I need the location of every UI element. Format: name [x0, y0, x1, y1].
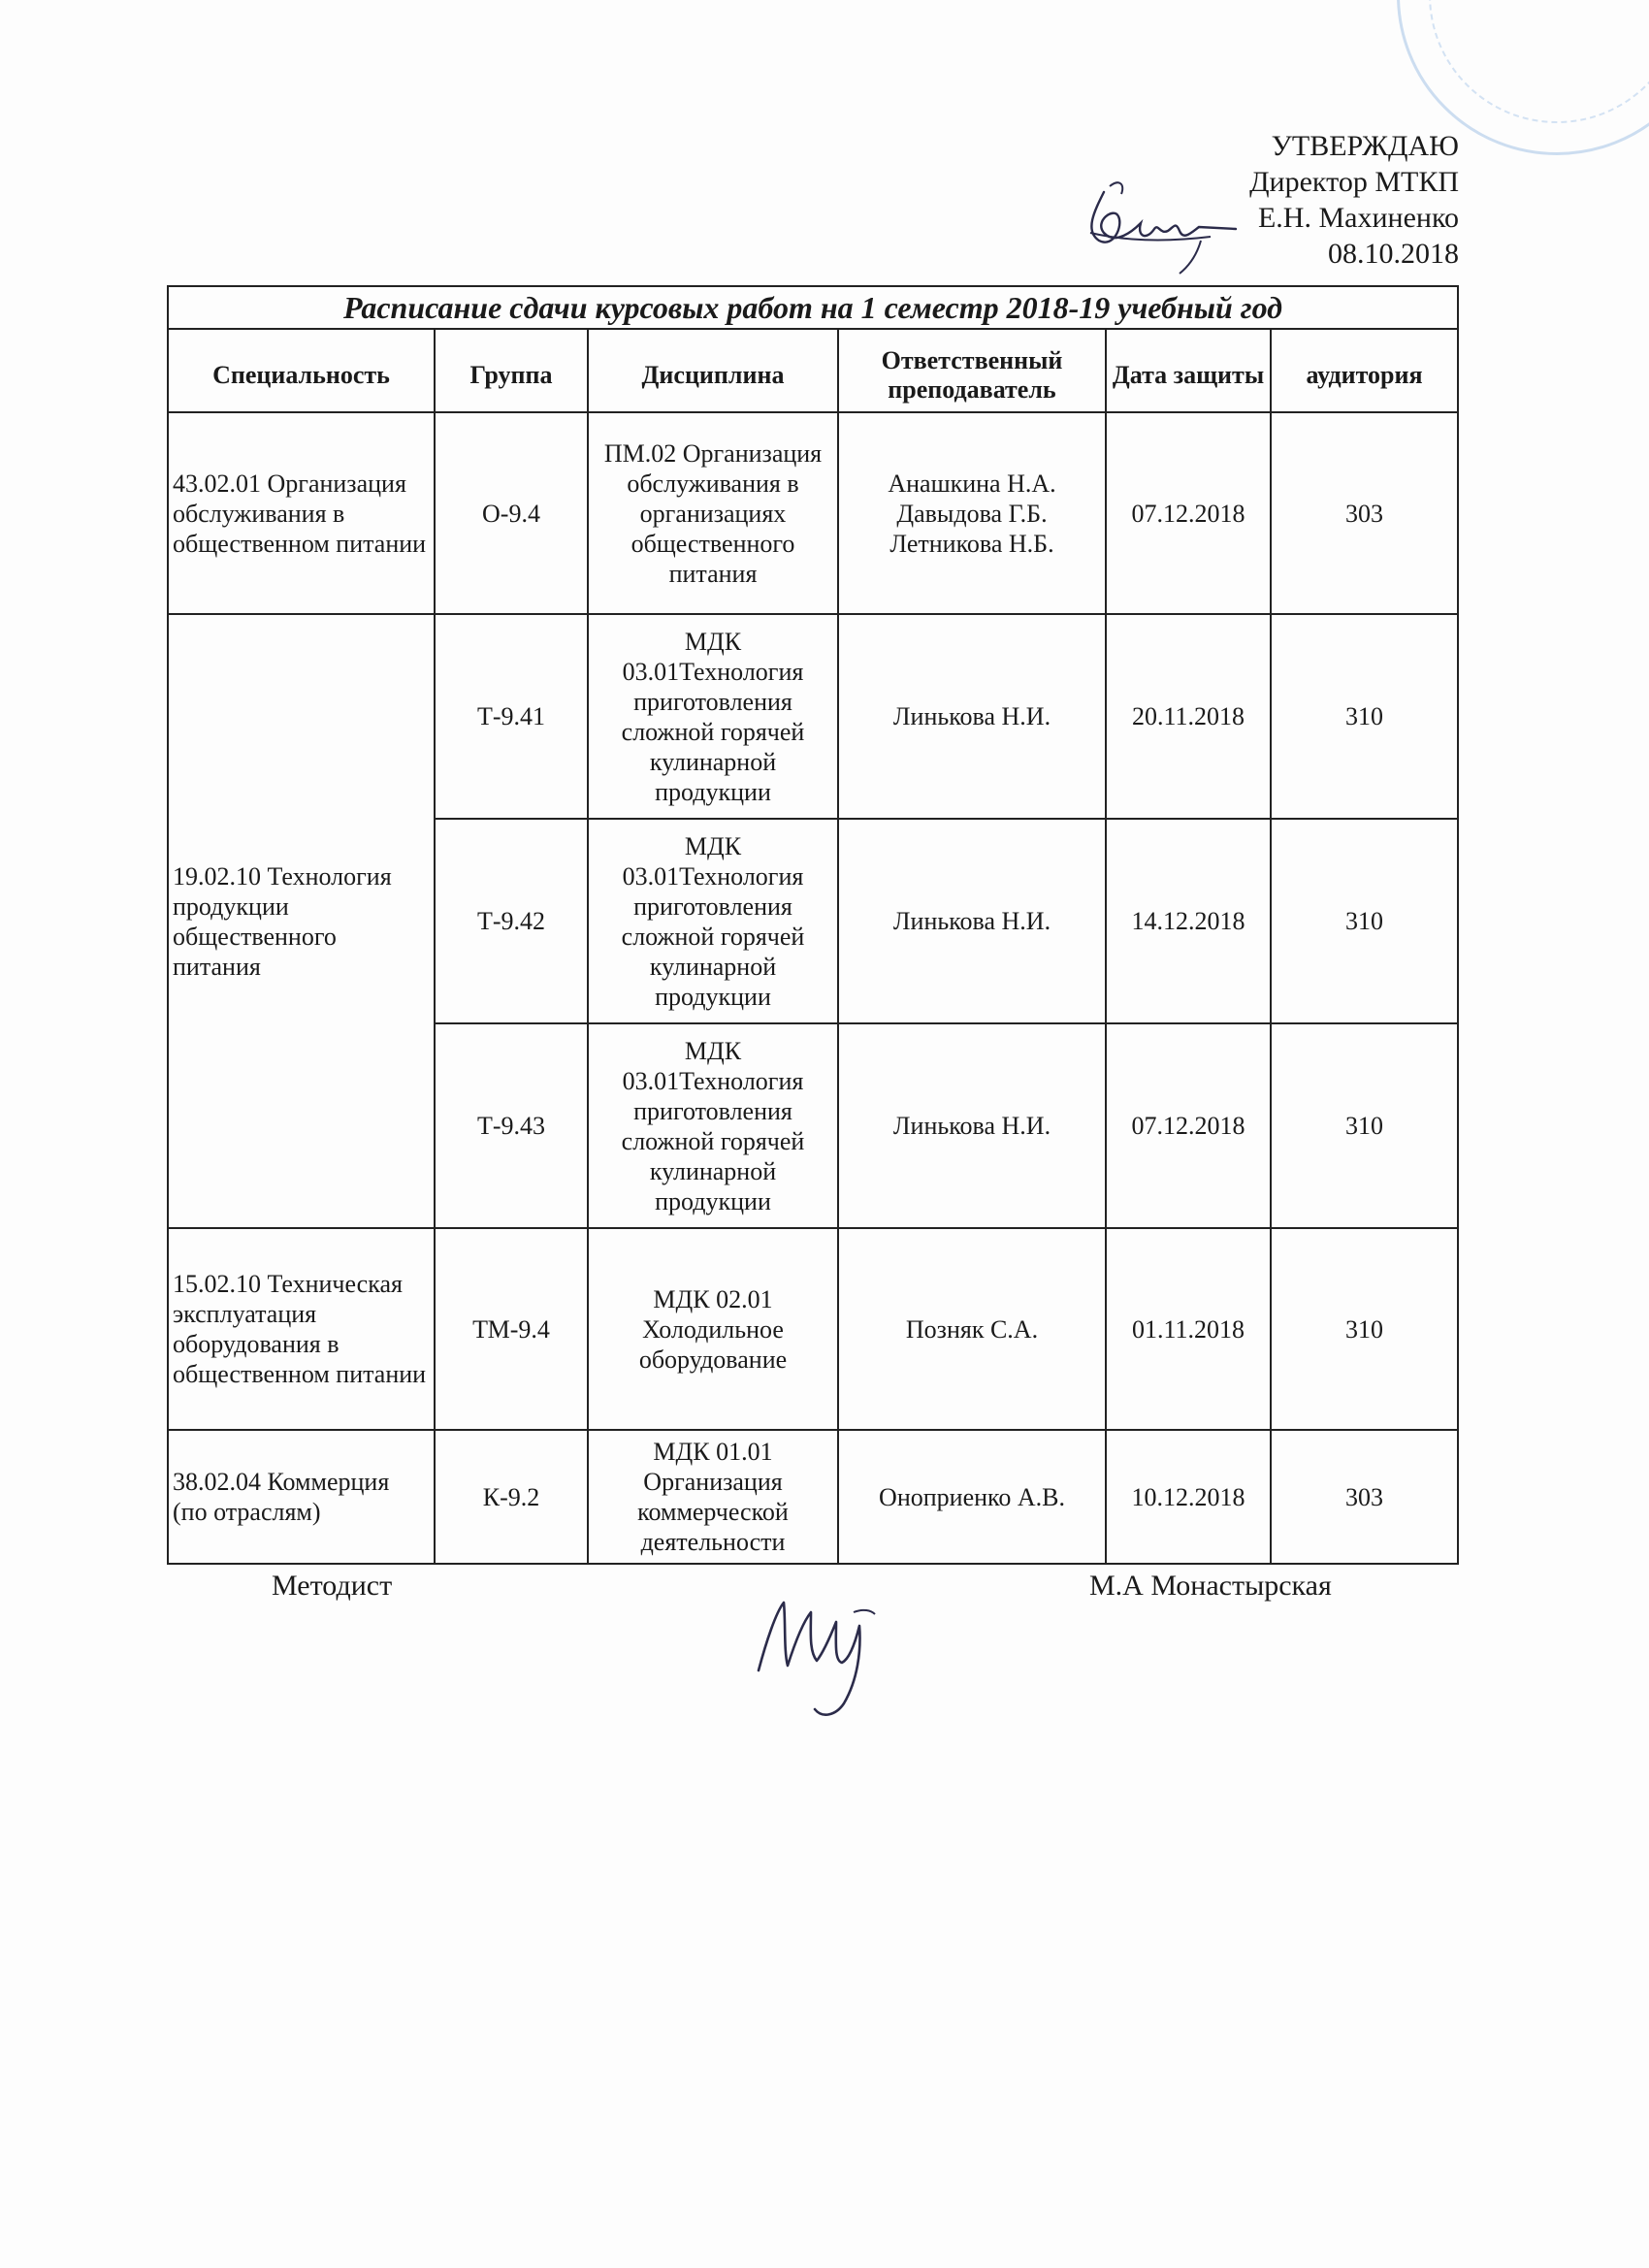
approval-position: Директор МТКП — [1249, 166, 1459, 198]
cell-specialty: 43.02.01 Организация обслуживания в общественном питании — [168, 412, 435, 614]
footer-name: М.А Монастырская — [1089, 1570, 1332, 1602]
column-header-date: Дата защиты — [1106, 329, 1271, 412]
cell-room: 310 — [1271, 614, 1458, 819]
cell-date: 07.12.2018 — [1106, 412, 1271, 614]
cell-teacher: Анашкина Н.А. Давыдова Г.Б. Летникова Н.Б. — [838, 412, 1106, 614]
column-header-discipline: Дисциплина — [588, 329, 838, 412]
table-row — [168, 614, 1458, 819]
cell-group: Т-9.43 — [435, 1023, 588, 1228]
column-header-room: аудитория — [1271, 329, 1458, 412]
cell-discipline: МДК 03.01Технология приготовления сложной горячей кулинарной продукции — [588, 614, 838, 819]
cell-teacher: Линькова Н.И. — [838, 819, 1106, 1023]
cell-date: 07.12.2018 — [1106, 1023, 1271, 1228]
cell-room: 303 — [1271, 1430, 1458, 1564]
cell-specialty: 15.02.10 Техническая эксплуатация оборудования в общественном питании — [168, 1228, 435, 1430]
cell-date: 10.12.2018 — [1106, 1430, 1271, 1564]
approval-heading: УТВЕРЖДАЮ — [1271, 130, 1459, 162]
cell-room: 310 — [1271, 1228, 1458, 1430]
director-signature — [1065, 173, 1240, 279]
cell-group: Т-9.41 — [435, 614, 588, 819]
cell-teacher: Линькова Н.И. — [838, 614, 1106, 819]
schedule-table — [167, 285, 1459, 1565]
approval-name: Е.Н. Махиненко — [1257, 202, 1459, 234]
cell-room: 310 — [1271, 1023, 1458, 1228]
cell-discipline: МДК 03.01Технология приготовления сложной горячей кулинарной продукции — [588, 1023, 838, 1228]
table-row — [168, 412, 1458, 614]
cell-group: К-9.2 — [435, 1430, 588, 1564]
cell-teacher: Линькова Н.И. — [838, 1023, 1106, 1228]
cell-date: 01.11.2018 — [1106, 1228, 1271, 1430]
cell-group: Т-9.42 — [435, 819, 588, 1023]
cell-teacher: Позняк С.А. — [838, 1228, 1106, 1430]
approval-block — [1249, 128, 1459, 272]
cell-date: 14.12.2018 — [1106, 819, 1271, 1023]
cell-room: 310 — [1271, 819, 1458, 1023]
methodist-signature — [747, 1583, 912, 1729]
cell-discipline: МДК 01.01 Организация коммерческой деятельности — [588, 1430, 838, 1564]
cell-teacher: Оноприенко А.В. — [838, 1430, 1106, 1564]
cell-group: О-9.4 — [435, 412, 588, 614]
cell-date: 20.11.2018 — [1106, 614, 1271, 819]
schedule-title: Расписание сдачи курсовых работ на 1 семестр 2018-19 учебный год — [168, 286, 1458, 329]
footer-role: Методист — [272, 1570, 393, 1602]
table-row — [168, 1430, 1458, 1564]
table-row — [168, 1228, 1458, 1430]
cell-room: 303 — [1271, 412, 1458, 614]
cell-discipline: МДК 03.01Технология приготовления сложной горячей кулинарной продукции — [588, 819, 838, 1023]
cell-group: ТМ-9.4 — [435, 1228, 588, 1430]
cell-specialty: 19.02.10 Технология продукции общественного питания — [168, 614, 435, 1228]
cell-specialty: 38.02.04 Коммерция (по отраслям) — [168, 1430, 435, 1564]
column-header-group: Группа — [435, 329, 588, 412]
cell-discipline: ПМ.02 Организация обслуживания в организациях общественного питания — [588, 412, 838, 614]
column-header-teacher: Ответственный преподаватель — [838, 329, 1106, 412]
cell-discipline: МДК 02.01 Холодильное оборудование — [588, 1228, 838, 1430]
approval-date: 08.10.2018 — [1328, 238, 1459, 270]
column-header-specialty: Специальность — [168, 329, 435, 412]
